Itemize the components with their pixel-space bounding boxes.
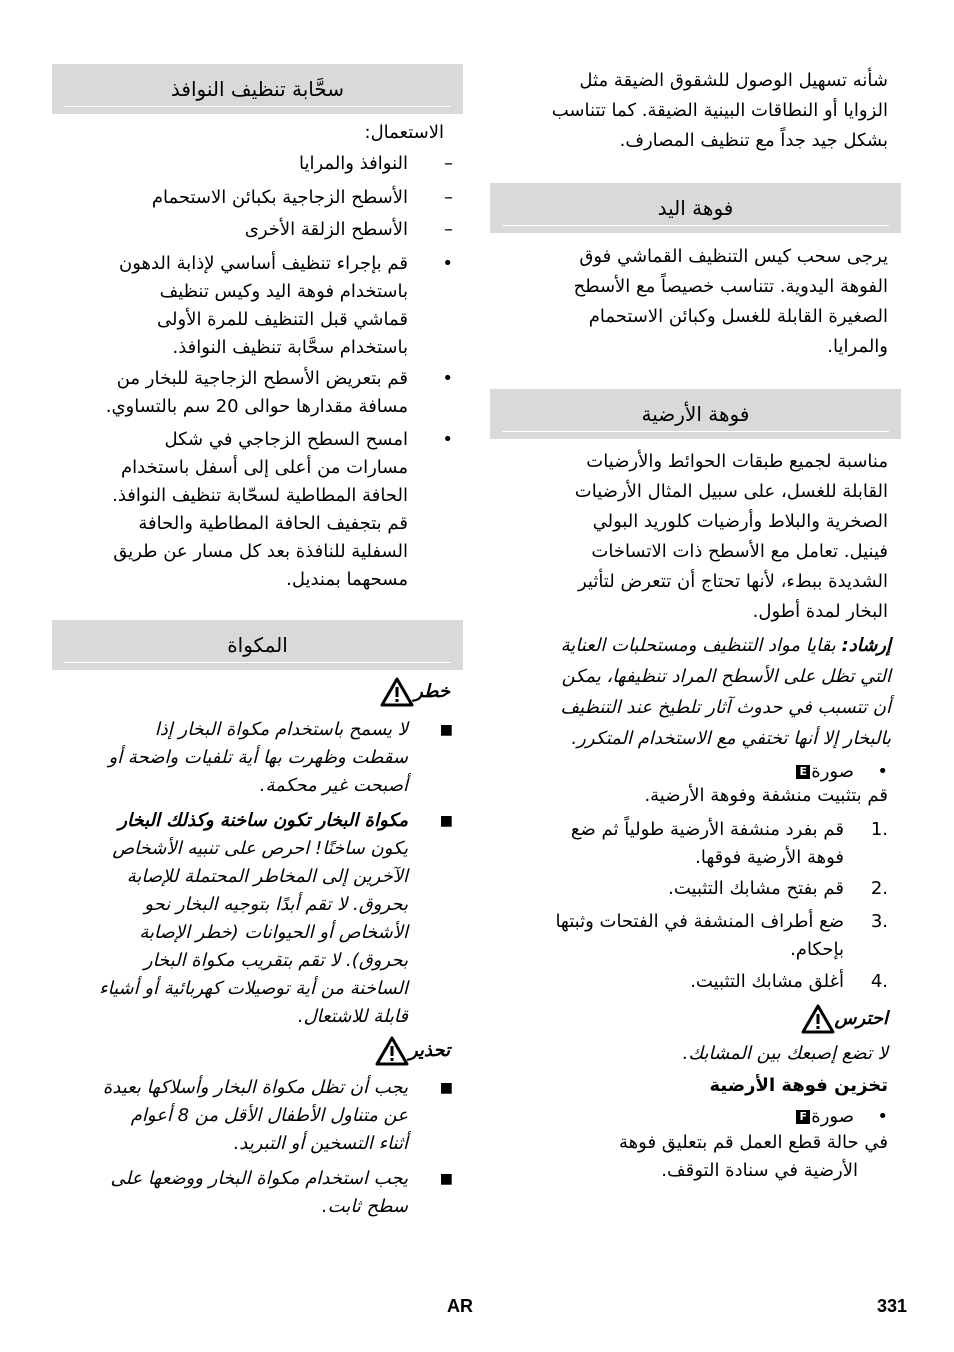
section-title: المكواة — [227, 633, 288, 657]
warning-item: ■ يجب أن تظل مكواة البخار وأسلاكها بعيدة عن متناول الأطفال الأقل من 8 أعوام أثناء التسخين أو التبريد. — [102, 1077, 453, 1154]
usage-label: الاستعمال: — [364, 122, 444, 143]
squeegee-step: • قم بإجراء تنظيف أساسي لإذابة الدهون باستخدام فوهة اليد وكيس تنظيف قماشي قبل التنظيف للمرة الأولى باستخدام سحَّابة تنظيف النوافذ. — [118, 253, 453, 358]
warning-triangle-icon — [375, 1036, 409, 1066]
caution-heading: احترس — [490, 1004, 888, 1034]
section-title: فوهة الأرضية — [641, 402, 750, 426]
warning-triangle-icon — [801, 1004, 835, 1034]
step-1: 1. قم بفرد منشفة الأرضية طولياً ثم ضع فوهة الأرضية فوقها. — [570, 819, 888, 868]
floor-nozzle-header — [490, 389, 901, 440]
window-squeegee-header — [52, 64, 463, 115]
step-2: 2. قم بفتح مشابك التثبيت. — [668, 878, 888, 899]
storage-figure-reference: • صورةF — [490, 1103, 888, 1131]
usage-item: – الأسطح الزلقة الأخرى — [244, 219, 453, 240]
iron-header — [52, 620, 463, 671]
usage-item: – النوافذ والمرايا — [298, 153, 453, 174]
squeegee-step: • امسح السطح الزجاجي في شكل مسارات من أعلى إلى أسفل باستخدام الحافة المطاطية لسحّابة تنظيف النوافذ. قم بتجفيف الحافة المطاطية والحافة السفلية للنافذة بعد كل مسار عن طريق مسحهما بمنديل. — [112, 429, 453, 590]
danger-item: ■ مكواة البخار تكون ساخنة وكذلك البخار يكون ساخنًا! احرص على تنبيه الأشخاص الآخرين إلى المخاطر المحتملة للإصابة بحروق. لا تقم أبدًا بتوجيه البخار نحو الأشخاص أو الحيوانات (خطر الإصابة بحروق). لا تقم بتقريب مكواة البخار الساخنة من أية توصيلات كهربائية أو أشياء قابلة للاشتعال. — [99, 810, 453, 1027]
danger-item: ■ لا يسمح باستخدام مكواة البخار إذا سقطت وظهرت بها أية تلفيات واضحة أو أصبحت غير محكمة. — [108, 719, 453, 796]
floor-nozzle-paragraph: مناسبة لجميع طبقات الحوائط والأرضيات القابلة للغسل، على سبيل المثال الأرضيات الصخرية والبلاط وأرضيات كلوريد البولي فينيل. تعامل مع الأسطح ذات الاتساخات الشديدة ببطء، لأنها تحتاج أن تتعرض لتأثير البخار لمدة أطول. — [574, 451, 888, 622]
section-title: فوهة اليد — [657, 196, 734, 220]
hint-label: إرشاد: — [841, 635, 891, 656]
intro-paragraph: شأنه تسهيل الوصول للشقوق الضيقة مثل الزوايا أو النطاقات البينية الضيقة. كما تتناسب بشكل جيد جداً مع تنظيف المصارف. — [551, 70, 888, 151]
page-number: 331 — [877, 1296, 908, 1316]
danger-heading: خطر — [380, 677, 450, 707]
step-4: 4. أغلق مشابك التثبيت. — [690, 971, 888, 992]
page-language: AR — [447, 1296, 473, 1316]
figure-f-icon: F — [796, 1110, 810, 1124]
step-3: 3. ضع أطراف المنشفة في الفتحات وثبتها بإحكام. — [555, 911, 888, 960]
warning-item: ■ يجب استخدام مكواة البخار ووضعها على سطح ثابت. — [110, 1168, 453, 1217]
hand-nozzle-header — [490, 183, 901, 234]
warning-heading: تحذير — [375, 1036, 450, 1066]
section-title: سحَّابة تنظيف النوافذ — [170, 77, 345, 101]
hand-nozzle-paragraph: يرجى سحب كيس التنظيف القماشي فوق الفوهة اليدوية. تتناسب خصيصاً مع الأسطح الصغيرة القابلة للغسل وكبائن الاستحمام والمرايا. — [573, 246, 888, 357]
attach-instruction: قم بتثبيت منشفة وفوهة الأرضية. — [644, 785, 888, 806]
storage-title: تخزين فوهة الأرضية — [709, 1075, 888, 1096]
figure-e-icon: E — [796, 765, 810, 779]
floor-nozzle-hint: إرشاد: بقايا مواد التنظيف ومستحلبات العناية التي تظل على الأسطح المراد تنظيفها، يمكن أن تتسبب في حدوث آثار تلطيخ عند التنظيف بالبخار إلا أنها تختفي مع الاستخدام المتكرر. — [560, 635, 891, 749]
figure-reference: • صورةE — [490, 758, 888, 786]
usage-item: – الأسطح الزجاجية بكبائن الاستحمام — [151, 187, 453, 208]
storage-paragraph: في حالة قطع العمل قم بتعليق فوهة الأرضية في سنادة التوقف. — [619, 1132, 888, 1181]
caution-text: لا تضع إصبعك بين المشابك. — [682, 1043, 888, 1064]
squeegee-step: • قم بتعريض الأسطح الزجاجية للبخار من مسافة مقدارها حوالى 20 سم بالتساوي. — [105, 368, 453, 417]
warning-triangle-icon — [380, 677, 414, 707]
